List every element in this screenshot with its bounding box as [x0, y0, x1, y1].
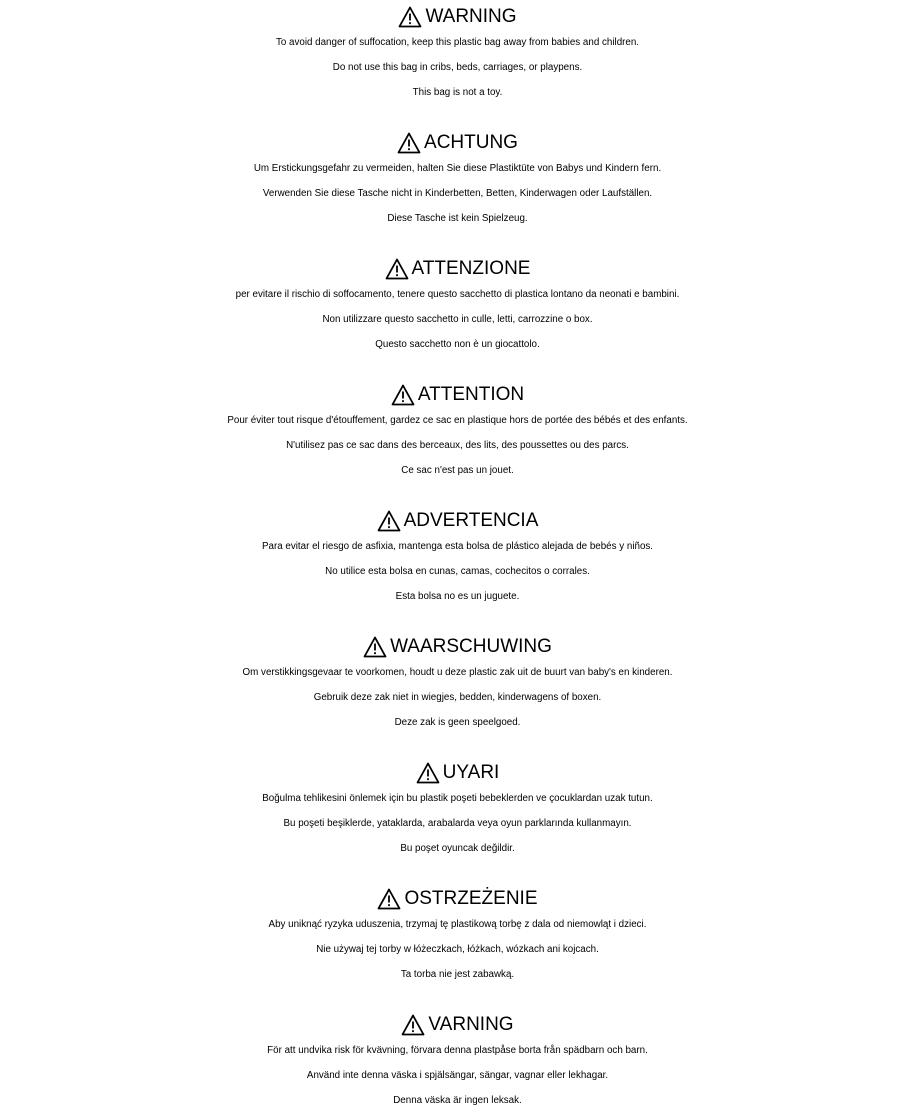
warning-line: Ce sac n'est pas un jouet. [401, 465, 514, 476]
warning-triangle-icon [401, 1014, 425, 1036]
warning-section-de [0, 130, 915, 231]
warning-line: per evitare il rischio di soffocamento, tenere questo sacchetto di plastica lontano da neonati e bambini. [235, 289, 680, 300]
warning-line: Questo sacchetto non è un giocattolo. [375, 339, 540, 350]
section-title: WAARSCHUWING [390, 636, 552, 657]
warning-triangle-icon [416, 762, 440, 784]
warning-line: N'utilisez pas ce sac dans des berceaux, des lits, des poussettes ou des parcs. [286, 440, 629, 451]
warning-line: To avoid danger of suffocation, keep this plastic bag away from babies and children. [275, 37, 640, 48]
warning-line: Do not use this bag in cribs, beds, carriages, or playpens. [332, 62, 583, 73]
section-title: OSTRZEŻENIE [404, 888, 538, 909]
warning-line: Använd inte denna väska i spjälsängar, sängar, vagnar eller lekhagar. [306, 1070, 609, 1081]
section-heading [0, 1012, 915, 1038]
warning-section-pl [0, 886, 915, 987]
warning-line: Om verstikkingsgevaar te voorkomen, houdt u deze plastic zak uit de buurt van baby's en kinderen. [242, 667, 673, 678]
section-heading [0, 382, 915, 408]
section-title: UYARI [442, 762, 500, 783]
warning-triangle-icon [377, 888, 401, 910]
warning-line: This bag is not a toy. [412, 87, 503, 98]
warning-line: Para evitar el riesgo de asfixia, mantenga esta bolsa de plástico alejada de bebés y niños. [261, 541, 654, 552]
warning-section-sv [0, 1012, 915, 1113]
section-heading [0, 760, 915, 786]
warning-section-tr [0, 760, 915, 861]
warning-line: Deze zak is geen speelgoed. [394, 717, 521, 728]
section-heading [0, 4, 915, 30]
warning-triangle-icon [391, 384, 415, 406]
warning-line: Pour éviter tout risque d'étouffement, gardez ce sac en plastique hors de portée des bébés et des enfants. [227, 415, 688, 426]
warning-line: Aby uniknąć ryzyka uduszenia, trzymaj tę plastikową torbę z dala od niemowląt i dzieci. [268, 919, 647, 930]
warning-line: Um Erstickungsgefahr zu vermeiden, halten Sie diese Plastiktüte von Babys und Kindern fern. [253, 163, 662, 174]
warning-section-en [0, 4, 915, 105]
section-title: VARNING [428, 1014, 514, 1035]
warning-section-fr [0, 382, 915, 483]
section-title: ATTENTION [417, 384, 525, 405]
section-heading [0, 634, 915, 660]
section-heading [0, 508, 915, 534]
warning-triangle-icon [397, 132, 421, 154]
warning-line: För att undvika risk för kvävning, förvara denna plastpåse borta från spädbarn och barn. [267, 1045, 648, 1056]
warning-section-it [0, 256, 915, 357]
warning-line: Non utilizzare questo sacchetto in culle, letti, carrozzine o box. [322, 314, 593, 325]
warning-line: Ta torba nie jest zabawką. [400, 969, 515, 980]
warning-triangle-icon [385, 258, 409, 280]
warning-triangle-icon [398, 6, 422, 28]
warning-line: Verwenden Sie diese Tasche nicht in Kinderbetten, Betten, Kinderwagen oder Laufställen. [262, 188, 653, 199]
section-title: WARNING [425, 6, 517, 27]
section-title: ATTENZIONE [411, 258, 531, 279]
warning-line: Boğulma tehlikesini önlemek için bu plastik poşeti bebeklerden ve çocuklardan uzak tutun. [262, 793, 653, 804]
warning-triangle-icon [363, 636, 387, 658]
section-heading [0, 256, 915, 282]
warning-line: Bu poşet oyuncak değildir. [400, 843, 515, 854]
section-title: ADVERTENCIA [403, 510, 539, 531]
section-heading [0, 130, 915, 156]
warning-line: Bu poşeti beşiklerde, yataklarda, arabalarda veya oyun parklarında kullanmayın. [283, 818, 632, 829]
warning-line: Gebruik deze zak niet in wiegjes, bedden, kinderwagens of boxen. [313, 692, 602, 703]
warning-line: Diese Tasche ist kein Spielzeug. [387, 213, 528, 224]
warning-section-es [0, 508, 915, 609]
section-title: ACHTUNG [424, 132, 518, 153]
warning-line: No utilice esta bolsa en cunas, camas, cochecitos o corrales. [325, 566, 590, 577]
warning-section-nl [0, 634, 915, 735]
section-heading [0, 886, 915, 912]
warning-triangle-icon [377, 510, 401, 532]
warning-line: Nie używaj tej torby w łóżeczkach, łóżkach, wózkach ani kojcach. [316, 944, 599, 955]
warning-line: Esta bolsa no es un juguete. [395, 591, 520, 602]
warning-line: Denna väska är ingen leksak. [393, 1095, 522, 1106]
